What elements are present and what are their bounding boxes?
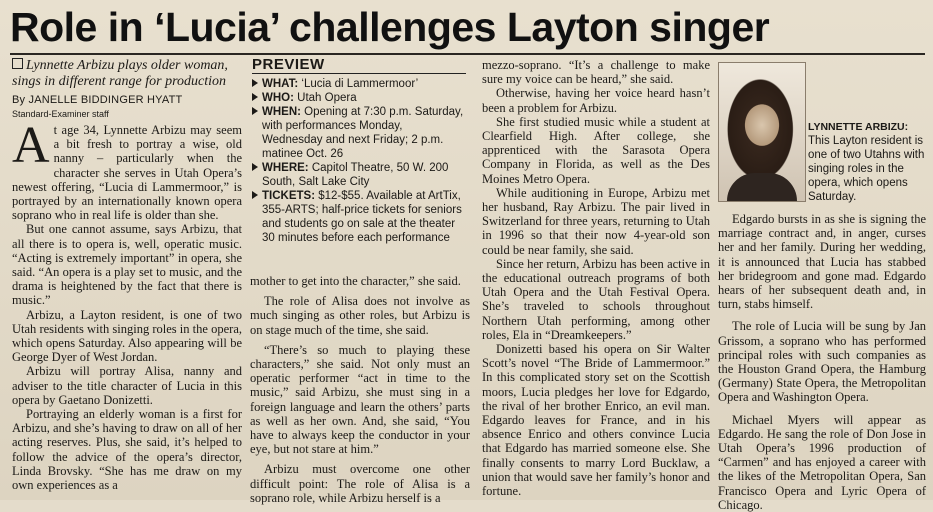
preview-label: WHERE: xyxy=(262,162,309,174)
arrow-icon xyxy=(252,163,258,171)
body-paragraph: But one cannot assume, says Arbizu, that all there is to opera is, well, operatic music. “Acting is extremely important” in opera, she said. “An opera is a play set to music, and the drama is heightened by the fact that there is music.” xyxy=(12,222,242,308)
arrow-icon xyxy=(252,107,258,115)
body-paragraph: Arbizu will portray Alisa, nanny and adviser to the title character of Lucia in this opera by Gaetano Donizetti. xyxy=(12,364,242,407)
body-paragraph: Arbizu, a Layton resident, is one of two Utah residents with singing roles in the opera, which opens Saturday. Also appearing will be George Dyer of West Jordan. xyxy=(12,307,242,365)
preview-when xyxy=(262,105,466,161)
body-paragraph: Since her return, Arbizu has been active in the educational outreach programs of both Utah Opera and the Utah Festival Opera. She’s traveled to schools throughout Northern Utah performing, among other roles, Ela in “Dreamkeepers.” xyxy=(482,256,710,342)
preview-value: Opening at 7:30 p.m. Saturday, with performances Monday, Wednesday and next Friday; 2 p.m. matinee Oct. 26 xyxy=(262,106,464,160)
caption-name: LYNNETTE ARBIZU: xyxy=(808,121,909,133)
preview-what xyxy=(262,77,466,91)
body-paragraph: mother to get into the character,” she said. xyxy=(250,274,461,288)
body-paragraph: Donizetti based his opera on Sir Walter Scott’s novel “The Bride of Lammermoor.” In this complicated story set on the Scottish moors, Lucia pledges her love for Edgardo, the rival of her brother Enrico, an evil man. Edgardo leaves for France, and in his absence Enrico and others convince Lucia that Edgardo has married someone else. She finally consents to marry Lord Bucklaw, a union that would save her family’s honor and fortune. xyxy=(482,342,710,499)
caption-text: This Layton resident is one of two Utahns with singing roles in the opera, which opens Saturday. xyxy=(808,135,925,203)
body-paragraph: Arbizu must overcome one other difficult point: The role of Alisa is a soprano role, while Arbizu herself is a xyxy=(250,462,470,505)
headline-rule xyxy=(10,53,925,55)
paragraph-text: t age 34, Lynnette Arbizu may seem a bit fresh to portray a wise, old nanny – particularly when the character she serves in Utah Opera’s newest offering, “Lucia di Lammermoor,” is portrayed by an internationally known opera soprano who in real life is older than she. xyxy=(12,123,242,223)
photo-caption xyxy=(808,120,926,204)
column-3 xyxy=(482,58,710,498)
arrow-icon xyxy=(252,79,258,87)
preview-who xyxy=(262,91,466,105)
preview-value: ‘Lucia di Lammermoor’ xyxy=(301,78,419,90)
body-paragraph: Michael Myers will appear as Edgardo. He sang the role of Don Jose in Utah Opera’s 1996 production of “Carmen” and has enjoyed a career with the likes of the Metropolitan Opera, San Francisco Opera and Lyric Opera of Chicago. xyxy=(718,412,926,512)
drop-cap: A xyxy=(12,117,50,174)
body-paragraph: The role of Lucia will be sung by Jan Grissom, a soprano who has performed principal roles with such companies as the Houston Grand Opera, the Hamburg (Germany) State Opera, the Metropolitan Opera and Washington Opera. xyxy=(718,319,926,405)
body-paragraph: Edgardo bursts in as she is signing the marriage contract and, in anger, curses her and her family. During her wedding, it is announced that Lucia has stabbed her bridegroom and gone mad. Edgardo hears of her subsequent death and, in turn, stabs himself. xyxy=(718,212,926,312)
body-paragraph: She first studied music while a student at Clearfield High. After college, she apprenticed with the Sarasota Opera Company in Florida, as well as the Des Moines Metro Opera. xyxy=(482,114,710,186)
body-paragraph: Portraying an elderly woman is a first for Arbizu, and she’s having to draw on all of her acting reserves. Plus, she said, it’s helped to follow the advice of the opera’s director, Linda Brovsky. “She has me draw on my own experiences as a xyxy=(12,407,242,493)
photo-shoulders xyxy=(727,173,797,201)
preview-label: TICKETS: xyxy=(262,190,316,202)
arrow-icon xyxy=(252,191,258,199)
preview-label: WHAT: xyxy=(262,78,299,90)
preview-box xyxy=(252,58,466,268)
preview-label: WHO: xyxy=(262,92,294,104)
byline: By JANELLE BIDDINGER HYATT xyxy=(12,94,183,106)
body-paragraph: “There’s so much to playing these characters,” she said. Not only must an operatic performer “act in time to the music,” said Arbizu, she must sing in a foreign language and learn the others’ parts as well as her own. And, she said, “You have to always keep the conductor in your eye, but not stare at him.” xyxy=(250,342,470,457)
body-paragraph: The role of Alisa does not involve as much singing as other roles, but Arbizu is on stage much of the time, she said. xyxy=(250,294,470,337)
arrow-icon xyxy=(252,93,258,101)
column-2 xyxy=(250,274,470,505)
preview-where xyxy=(262,161,466,189)
column-1 xyxy=(12,58,242,498)
preview-label: WHEN: xyxy=(262,106,301,118)
box-icon xyxy=(12,58,23,69)
headline: Role in ‘Lucia’ challenges Layton singer xyxy=(10,4,770,50)
body-paragraph xyxy=(12,117,242,223)
preview-value: Capitol Theatre, 50 W. 200 South, Salt Lake City xyxy=(262,162,449,188)
preview-tickets xyxy=(262,189,466,245)
preview-heading: PREVIEW xyxy=(252,58,466,74)
body-paragraph: While auditioning in Europe, Arbizu met her husband, Ray Arbizu. The pair lived in Switzerland for three years, returning to Utah in 1996 so that their now 4-year-old son could be near family, she said. xyxy=(482,185,710,257)
preview-value: $12-$55. Available at ArtTix, 355-ARTS; half-price tickets for seniors and students go on sale at the theater 30 minutes before each performance xyxy=(262,190,462,244)
deck-text: Lynnette Arbizu plays older woman, sings in different range for production xyxy=(12,58,228,89)
column-4 xyxy=(718,212,926,512)
body-paragraph: Otherwise, having her voice heard hasn’t been a problem for Arbizu. xyxy=(482,86,710,115)
staff-credit: Standard-Examiner staff xyxy=(12,109,109,119)
body-paragraph: mezzo-soprano. “It’s a challenge to make sure my voice can be heard,” she said. xyxy=(482,58,710,87)
portrait-photo xyxy=(718,62,806,202)
deck xyxy=(12,58,242,90)
preview-value: Utah Opera xyxy=(297,92,357,104)
